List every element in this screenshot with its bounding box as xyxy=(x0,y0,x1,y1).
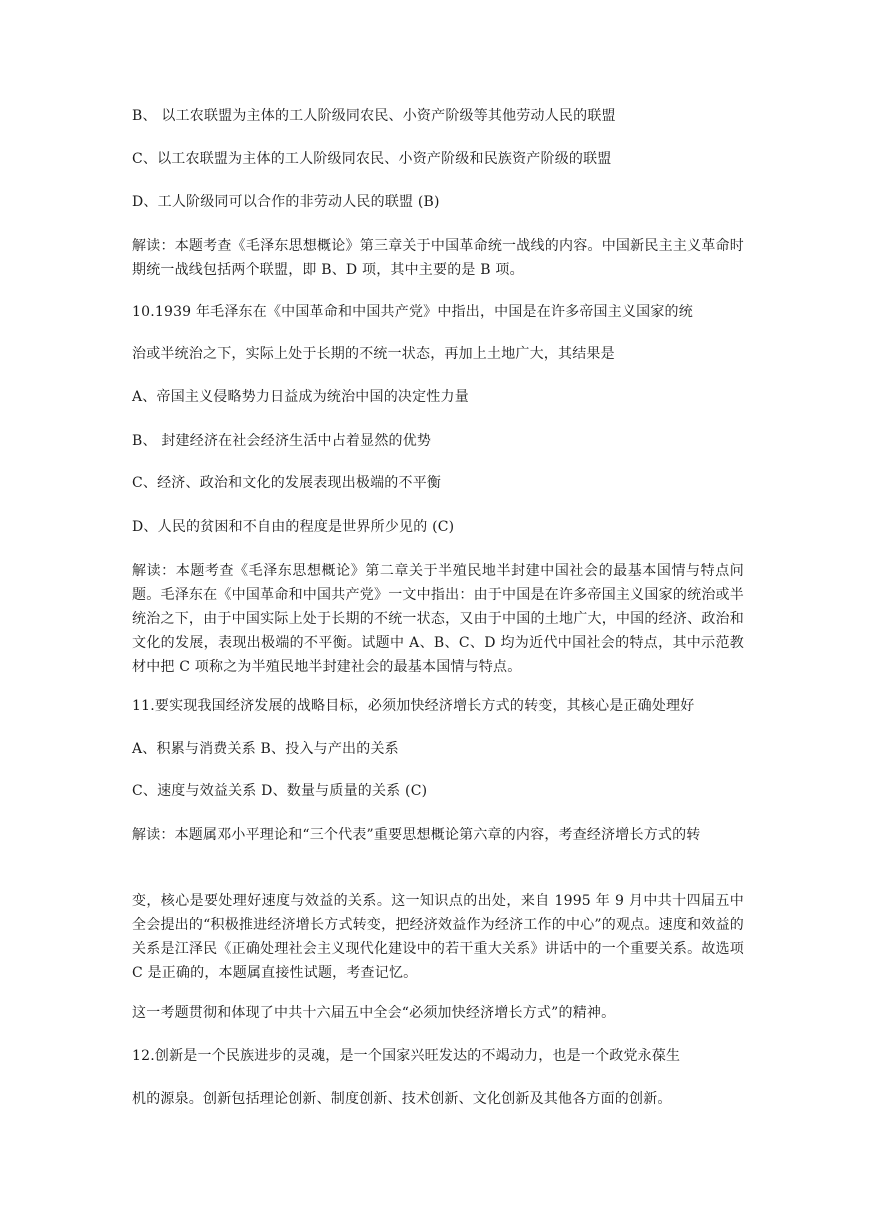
q12-stem-line-1: 12.创新是一个民族进步的灵魂，是一个国家兴旺发达的不竭动力，也是一个政党永葆生 xyxy=(132,1048,681,1064)
q9-option-d: D、工人阶级同可以合作的非劳动人民的联盟 (B) xyxy=(132,194,440,210)
q10-stem-line-1: 10.1939 年毛泽东在《中国革命和中国共产党》中指出，中国是在许多帝国主义国家的统 xyxy=(132,304,693,320)
q10-option-a: A、帝国主义侵略势力日益成为统治中国的决定性力量 xyxy=(132,389,469,405)
q9-analysis: 解读：本题考查《毛泽东思想概论》第三章关于中国革命统一战线的内容。中国新民主主义革命时期统一战线包括两个联盟，即 B、D 项，其中主要的是 B 项。 xyxy=(132,238,744,278)
q11-analysis-part-3: 这一考题贯彻和体现了中共十六届五中全会“必须加快经济增长方式”的精神。 xyxy=(132,1005,616,1021)
q11-analysis-part-1: 解读：本题属邓小平理论和“三个代表”重要思想概论第六章的内容，考查经济增长方式的转 xyxy=(132,827,701,843)
q11-options-cd: C、速度与效益关系 D、数量与质量的关系 (C) xyxy=(132,783,428,799)
q9-option-c: C、以工农联盟为主体的工人阶级同农民、小资产阶级和民族资产阶级的联盟 xyxy=(132,151,612,167)
q10-option-b: B、 封建经济在社会经济生活中占着显然的优势 xyxy=(132,433,432,449)
q11-stem: 11.要实现我国经济发展的战略目标，必须加快经济增长方式的转变，其核心是正确处理好 xyxy=(132,698,695,714)
q10-option-d: D、人民的贫困和不自由的程度是世界所少见的 (C) xyxy=(132,519,455,535)
q10-stem-line-2: 治或半统治之下，实际上处于长期的不统一状态，再加上土地广大，其结果是 xyxy=(132,346,615,362)
q10-analysis: 解读：本题考查《毛泽东思想概论》第二章关于半殖民地半封建中国社会的最基本国情与特点问题。毛泽东在《中国革命和中国共产党》一文中指出：由于中国是在许多帝国主义国家的统治或半统治之下，由于中国实际上处于长期的不统一状态，又由于中国的土地广大，中国的经济、政治和文化的发展，表现出极端的不平衡。试题中 A、B、C、D 均为近代中国社会的特点，其中示范教材中把 C 项称之为半殖民地半封建社会的最基本国情与特点。 xyxy=(132,563,744,675)
q11-options-ab: A、积累与消费关系 B、投入与产出的关系 xyxy=(132,741,399,757)
q10-option-c: C、经济、政治和文化的发展表现出极端的不平衡 xyxy=(132,475,442,491)
q9-option-b: B、 以工农联盟为主体的工人阶级同农民、小资产阶级等其他劳动人民的联盟 xyxy=(132,108,616,124)
q12-stem-line-2: 机的源泉。创新包括理论创新、制度创新、技术创新、文化创新及其他各方面的创新。 xyxy=(132,1091,672,1107)
q11-analysis-part-2: 变，核心是要处理好速度与效益的关系。这一知识点的出处，来自 1995 年 9 月中共十四届五中全会提出的“积极推进经济增长方式转变，把经济效益作为经济工作的中心”的观点。速度和效益的关系是江泽民《正确处理社会主义现代化建设中的若干重大关系》讲话中的一个重要关系。故选项 C 是正确的，本题属直接性试题，考查记忆。 xyxy=(132,893,744,981)
